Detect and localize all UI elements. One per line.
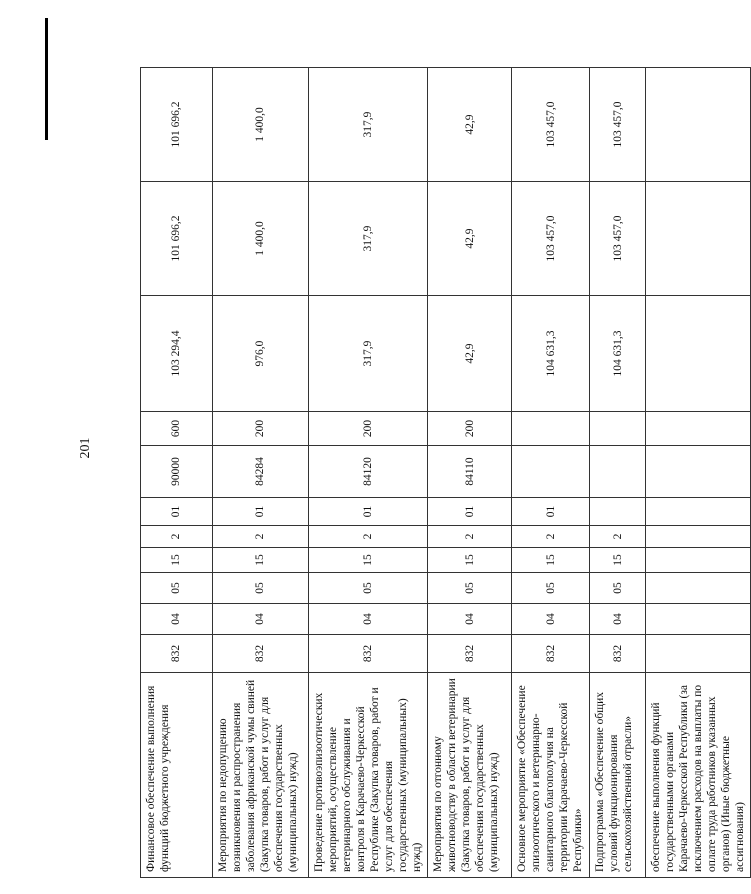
row-name: обеспечение выполнения функций государственными органами Карачаево-Черкесской Республики (за исключением расходов на выплаты по оплате труда работников указанных органов) (Иные бюджетные ассигнования) xyxy=(646,673,751,878)
cell-sum-2: 317,9 xyxy=(309,182,428,296)
cell-program: 15 xyxy=(309,548,428,573)
row-name: Мероприятия по отгонному животноводству в области ветеринарии (Закупка товаров, работ и услуг для обеспечения государственных (муниципальных) нужд) xyxy=(428,673,512,878)
cell-sum-2: 103 457,0 xyxy=(512,182,590,296)
cell-sum-3: 103 457,0 xyxy=(512,68,590,182)
cell-subprogram: 2 xyxy=(141,526,213,548)
table-row xyxy=(428,68,512,878)
cell-expense-type xyxy=(590,412,646,446)
cell-subprogram: 2 xyxy=(590,526,646,548)
cell-sum-2: 103 457,0 xyxy=(590,182,646,296)
cell-subprogram xyxy=(646,526,751,548)
cell-ministry: 832 xyxy=(141,635,213,673)
cell-sum-1: 103 294,4 xyxy=(141,296,213,412)
row-name: Проведение противоэпизоотических мероприятий, осуществление ветеринарного обслуживания и контроля в Карачаево-Черкесской Республике (Закупка товаров, работ и услуг для обеспечения государственных (муниципальных) нужд) xyxy=(309,673,428,878)
cell-section: 04 xyxy=(590,604,646,635)
cell-direction xyxy=(512,446,590,498)
cell-expense-type: 600 xyxy=(141,412,213,446)
cell-expense-type: 200 xyxy=(309,412,428,446)
table-row xyxy=(590,68,646,878)
table-row xyxy=(646,68,751,878)
row-name: Финансовое обеспечение выполнения функций бюджетного учреждения xyxy=(141,673,213,878)
table-row xyxy=(141,68,213,878)
cell-section: 04 xyxy=(428,604,512,635)
cell-subsection: 05 xyxy=(590,573,646,604)
cell-sum-1 xyxy=(646,296,751,412)
cell-expense-type xyxy=(512,412,590,446)
row-name: Основное мероприятие «Обеспечение эпизоотического и ветеринарно-санитарного благополучия на территории Карачаево-Черкесской Республики» xyxy=(512,673,590,878)
cell-sum-3: 42,9 xyxy=(428,68,512,182)
cell-main-event xyxy=(590,498,646,526)
cell-subprogram: 2 xyxy=(213,526,309,548)
cell-sum-2 xyxy=(646,182,751,296)
cell-sum-2: 101 696,2 xyxy=(141,182,213,296)
cell-main-event: 01 xyxy=(141,498,213,526)
table-row xyxy=(512,68,590,878)
budget-table-wrapper xyxy=(140,68,747,878)
cell-sum-1: 104 631,3 xyxy=(512,296,590,412)
cell-direction: 84120 xyxy=(309,446,428,498)
cell-sum-3: 317,9 xyxy=(309,68,428,182)
cell-main-event: 01 xyxy=(428,498,512,526)
cell-subprogram: 2 xyxy=(428,526,512,548)
cell-main-event xyxy=(646,498,751,526)
cell-sum-3: 103 457,0 xyxy=(590,68,646,182)
cell-program xyxy=(646,548,751,573)
cell-ministry: 832 xyxy=(309,635,428,673)
cell-subsection: 05 xyxy=(141,573,213,604)
cell-section xyxy=(646,604,751,635)
cell-subsection: 05 xyxy=(213,573,309,604)
cell-direction: 90000 xyxy=(141,446,213,498)
cell-expense-type: 200 xyxy=(213,412,309,446)
cell-subsection xyxy=(646,573,751,604)
cell-main-event: 01 xyxy=(213,498,309,526)
cell-sum-1: 976,0 xyxy=(213,296,309,412)
cell-section: 04 xyxy=(141,604,213,635)
cell-sum-1: 104 631,3 xyxy=(590,296,646,412)
row-name: Подпрограмма «Обеспечение общих условий функционирования сельскохозяйственной отрасли» xyxy=(590,673,646,878)
cell-program: 15 xyxy=(428,548,512,573)
cell-subprogram: 2 xyxy=(512,526,590,548)
cell-sum-3: 1 400,0 xyxy=(213,68,309,182)
cell-section: 04 xyxy=(213,604,309,635)
page-number: 201 xyxy=(78,437,93,459)
cell-ministry: 832 xyxy=(428,635,512,673)
cell-sum-1: 317,9 xyxy=(309,296,428,412)
cell-section: 04 xyxy=(512,604,590,635)
cell-main-event: 01 xyxy=(512,498,590,526)
cell-program: 15 xyxy=(512,548,590,573)
cell-program: 15 xyxy=(141,548,213,573)
cell-sum-3 xyxy=(646,68,751,182)
cell-direction xyxy=(646,446,751,498)
cell-program: 15 xyxy=(213,548,309,573)
cell-ministry xyxy=(646,635,751,673)
cell-direction: 84284 xyxy=(213,446,309,498)
cell-subsection: 05 xyxy=(512,573,590,604)
cell-sum-2: 1 400,0 xyxy=(213,182,309,296)
cell-program: 15 xyxy=(590,548,646,573)
cell-expense-type: 200 xyxy=(428,412,512,446)
cell-direction: 84110 xyxy=(428,446,512,498)
cell-subsection: 05 xyxy=(428,573,512,604)
table-row xyxy=(213,68,309,878)
cell-ministry: 832 xyxy=(590,635,646,673)
scan-margin-mark xyxy=(45,18,48,140)
row-name: Мероприятия по недопущению возникновения и распространения заболевания африканской чумы свиней (Закупка товаров, работ и услуг для обеспечения государственных (муниципальных) нужд) xyxy=(213,673,309,878)
table-row xyxy=(309,68,428,878)
budget-table xyxy=(140,67,751,878)
cell-sum-3: 101 696,2 xyxy=(141,68,213,182)
cell-subprogram: 2 xyxy=(309,526,428,548)
cell-sum-1: 42,9 xyxy=(428,296,512,412)
cell-subsection: 05 xyxy=(309,573,428,604)
cell-main-event: 01 xyxy=(309,498,428,526)
cell-ministry: 832 xyxy=(512,635,590,673)
cell-ministry: 832 xyxy=(213,635,309,673)
cell-expense-type xyxy=(646,412,751,446)
cell-direction xyxy=(590,446,646,498)
cell-sum-2: 42,9 xyxy=(428,182,512,296)
cell-section: 04 xyxy=(309,604,428,635)
rotated-page-area xyxy=(140,68,747,878)
